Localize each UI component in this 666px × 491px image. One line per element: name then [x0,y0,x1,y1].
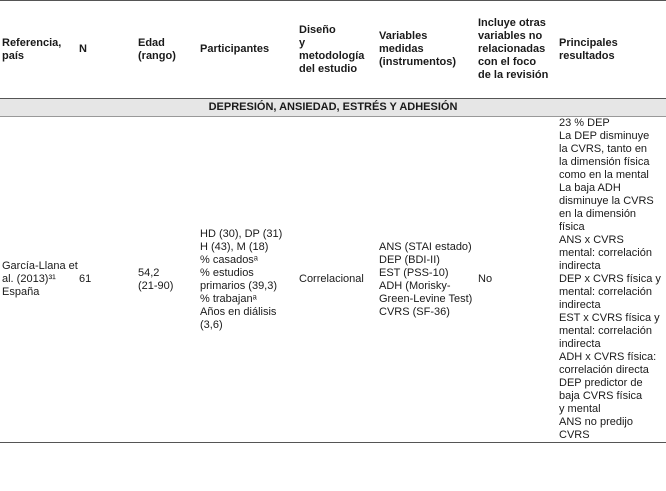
cell-variables: ANS (STAI estado) DEP (BDI-II) EST (PSS-10) ADH (Morisky- Green-Levine Test) CVRS (SF-36) [377,117,476,443]
header-diseno: Diseño y metodología del estudio [297,1,377,99]
cell-resultados: 23 % DEP La DEP disminuye la CVRS, tanto en la dimensión física como en la mental La baja ADH disminuye la CVRS en la dimensión física ANS x CVRS mental: correlación indirecta DEP x CVRS física y mental: correlación indirecta EST x CVRS física y mental: correlación indirecta ADH x CVRS física: correlación directa DEP predictor de baja CVRS física y mental ANS no predijo CVRS [557,117,666,443]
cell-participantes: HD (30), DP (31) H (43), M (18) % casadosᵃ % estudios primarios (39,3) % trabajanᵃ Años en diálisis (3,6) [198,117,297,443]
header-row [0,1,666,99]
cell-edad: 54,2 (21-90) [136,117,198,443]
cell-n: 61 [77,117,136,443]
header-resultados: Principales resultados [557,1,666,99]
cell-incluye: No [476,117,557,443]
header-participantes: Participantes [198,1,297,99]
section-row [0,99,666,117]
header-referencia: Referencia, país [0,1,77,99]
header-incluye: Incluye otras variables no relacionadas con el foco de la revisión [476,1,557,99]
section-title: DEPRESIÓN, ANSIEDAD, ESTRÉS Y ADHESIÓN [0,99,666,117]
cell-diseno: Correlacional [297,117,377,443]
table-row [0,117,666,443]
cell-referencia: García-Llana et al. (2013)³¹ España [0,117,77,443]
header-variables: Variables medidas (instrumentos) [377,1,476,99]
header-edad: Edad (rango) [136,1,198,99]
header-n: N [77,1,136,99]
